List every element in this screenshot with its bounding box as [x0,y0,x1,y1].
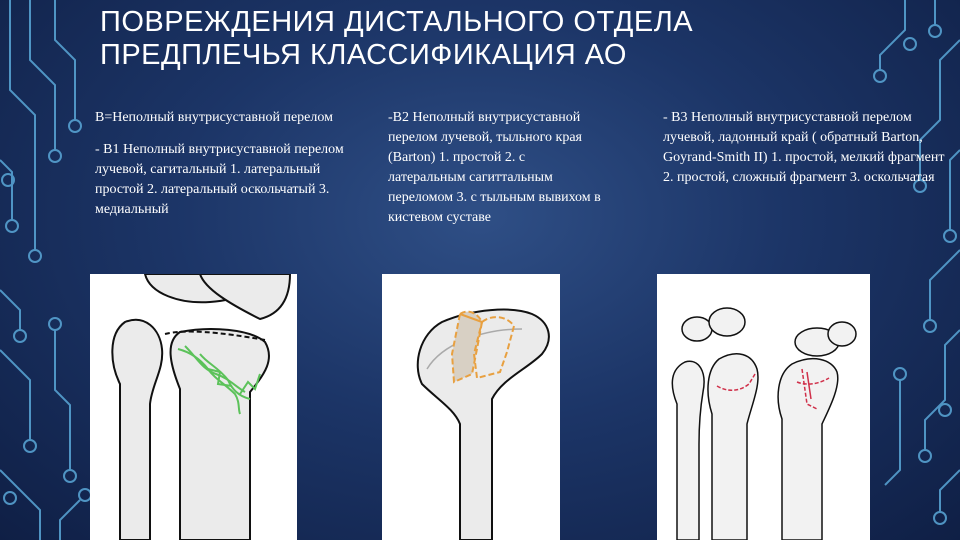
column-b3 [663,108,948,188]
b3-fracture-illustration [657,274,870,540]
b3-description-text: - B3 Неполный внутрисуставной перелом лучевой, ладонный край ( обратный Barton, Goyrand-Smith II) 1. простой, мелкий фрагмент 2. простой, сложный фрагмент 3. оскольчатая [663,110,945,185]
title-line-1: ПОВРЕЖДЕНИЯ ДИСТАЛЬНОГО ОТДЕЛА [100,6,694,38]
b2-fracture-illustration [382,274,560,540]
b2-description-text: -B2 Неполный внутрисуставной перелом лучевой, тыльного края (Barton) 1. простой 2. с латеральным сагиттальным переломом 3. с тыльным вывихом в кистевом суставе [388,110,601,225]
column-b2 [388,108,603,228]
b1-fracture-illustration [90,274,297,540]
slide-title [100,6,840,72]
title-line-2: ПРЕДПЛЕЧЬЯ КЛАССИФИКАЦИЯ АО [100,39,627,71]
b-definition-text: B=Неполный внутрисуставной перелом [95,110,333,125]
b1-description-text: - B1 Неполный внутрисуставной перелом лучевой, сагитальный 1. латеральный простой 2. латеральный оскольчатый 3. медиальный [95,142,344,217]
column-b1 [95,108,365,220]
